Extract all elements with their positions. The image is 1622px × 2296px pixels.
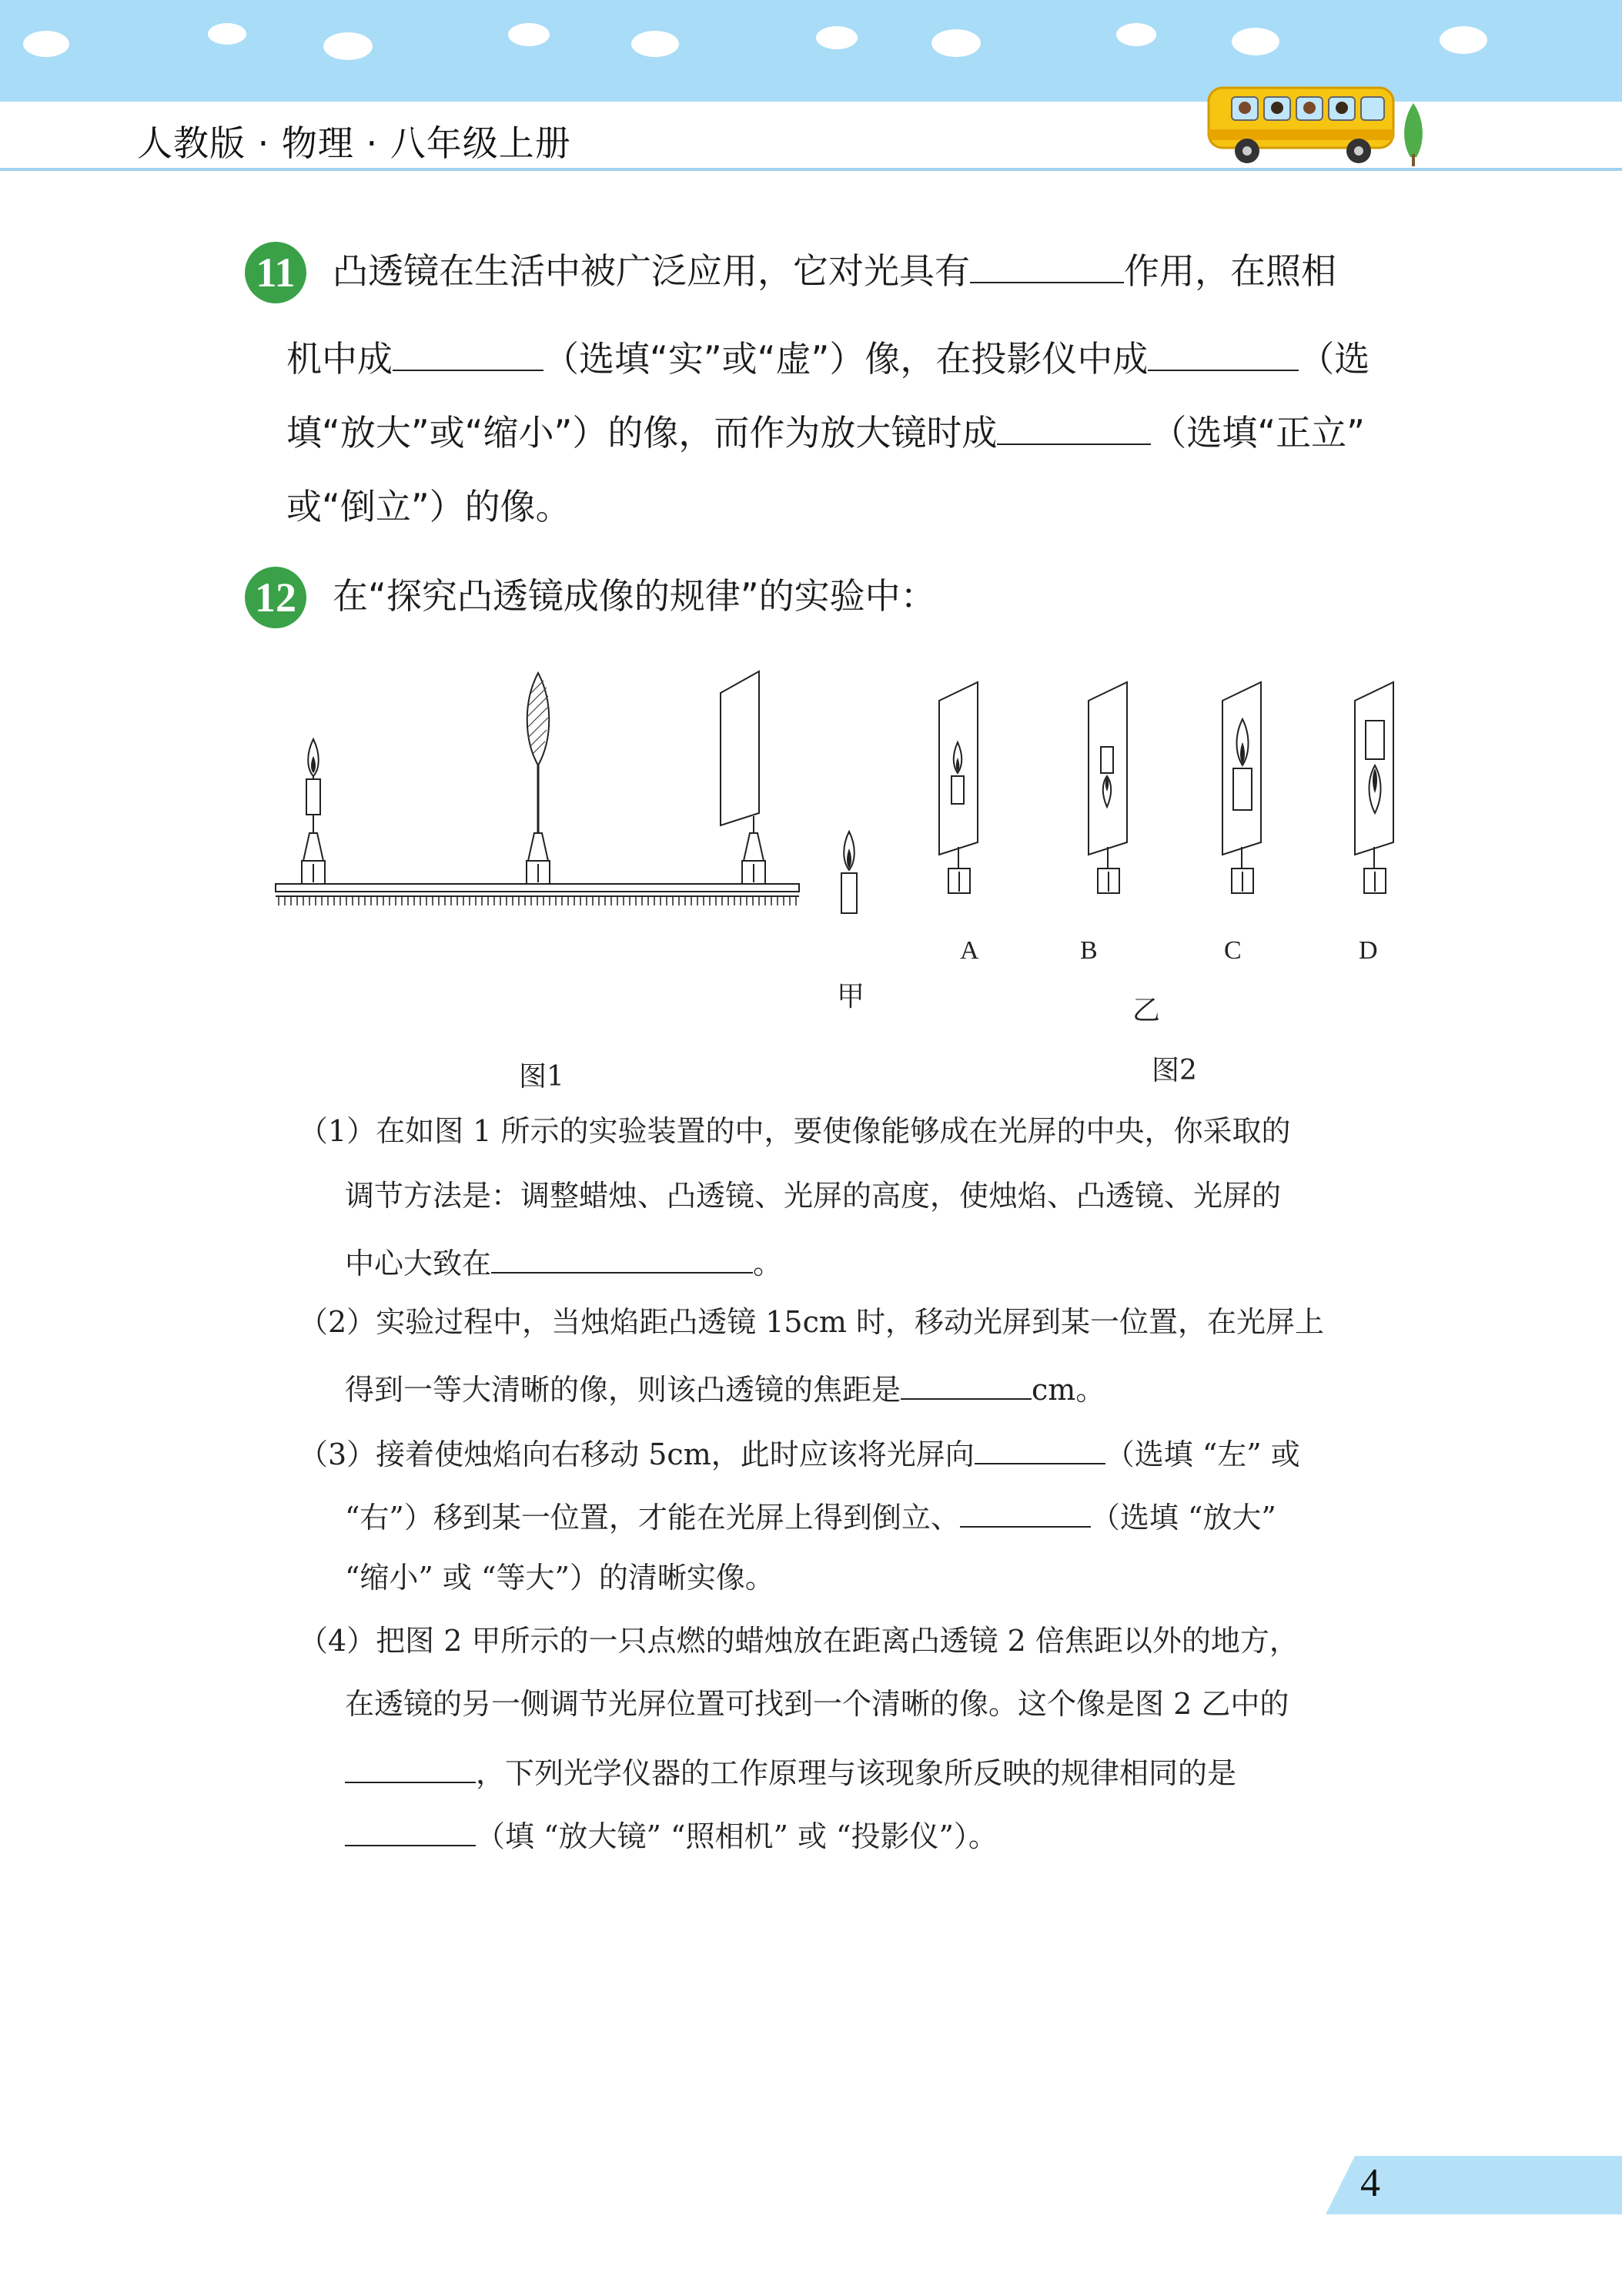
- answer-blank[interactable]: [345, 1812, 476, 1846]
- sub-question-text: （选填 “放大”: [1090, 1501, 1276, 1535]
- option-a-screen: [939, 682, 978, 893]
- sub-question-text: （选填 “左” 或: [1105, 1438, 1300, 1471]
- answer-blank[interactable]: [393, 337, 543, 371]
- sub-question-4-line-1: （4）把图 2 甲所示的一只点燃的蜡烛放在距离凸透镜 2 倍焦距以外的地方，: [299, 1624, 1299, 1658]
- q11-text: （选填“正立”: [1151, 412, 1365, 454]
- q11-text: （选: [1299, 338, 1370, 380]
- q11-line-2: [286, 336, 1370, 382]
- sub-question-text: “右”）移到某一位置，才能在光屏上得到倒立、: [345, 1501, 960, 1535]
- sub-question-text: （填 “放大镜” “照相机” 或 “投影仪”）。: [476, 1819, 998, 1853]
- option-label-d: D: [1359, 936, 1378, 965]
- sub-question-text: cm。: [1032, 1373, 1105, 1407]
- sub-question-3-line-3: “缩小” 或 “等大”）的清晰实像。: [345, 1561, 774, 1595]
- option-label-c: C: [1224, 936, 1242, 965]
- sub-question-4-line-3: [345, 1749, 1236, 1792]
- question-number-badge: 11: [245, 242, 306, 303]
- option-label-b: B: [1080, 936, 1098, 965]
- q11-text: 机中成: [286, 338, 393, 380]
- figure-2-label-jia: 甲: [837, 981, 865, 1012]
- option-d-screen: [1355, 682, 1393, 893]
- q11-text: （选填“实”或“虚”）像，在投影仪中成: [543, 338, 1149, 380]
- answer-blank[interactable]: [997, 411, 1151, 445]
- q11-line-1: [333, 248, 1336, 294]
- q11-text: 凸透镜在生活中被广泛应用，它对光具有: [333, 250, 970, 292]
- cloud-icon: [323, 32, 373, 60]
- sub-question-2-line-1: （2）实验过程中，当烛焰距凸透镜 15cm 时，移动光屏到某一位置，在光屏上: [299, 1305, 1325, 1339]
- sub-question-1-line-2: 调节方法是：调整蜡烛、凸透镜、光屏的高度，使烛焰、凸透镜、光屏的: [345, 1179, 1282, 1213]
- answer-blank[interactable]: [901, 1366, 1032, 1400]
- header-title: 人教版 · 物理 · 八年级上册: [137, 122, 571, 164]
- cloud-icon: [1440, 26, 1487, 54]
- cloud-icon: [1116, 23, 1156, 46]
- q11-text: 填“放大”或“缩小”）的像，而作为放大镜时成: [286, 412, 998, 454]
- option-b-screen: [1089, 682, 1127, 893]
- answer-blank[interactable]: [345, 1749, 476, 1783]
- question-number-badge: 12: [245, 567, 306, 628]
- answer-blank[interactable]: [970, 249, 1124, 283]
- option-label-a: A: [960, 936, 979, 965]
- cloud-icon: [816, 26, 858, 49]
- q11-text: 作用，在照相: [1124, 250, 1336, 292]
- sub-question-4-line-2: 在透镜的另一侧调节光屏位置可找到一个清晰的像。这个像是图 2 乙中的: [345, 1687, 1289, 1721]
- answer-blank[interactable]: [975, 1431, 1105, 1464]
- sub-question-1-line-1: （1）在如图 1 所示的实验装置的中，要使像能够成在光屏的中央，你采取的: [299, 1114, 1291, 1148]
- sub-question-text: ，下列光学仪器的工作原理与该现象所反映的规律相同的是: [476, 1756, 1237, 1790]
- answer-blank[interactable]: [960, 1494, 1091, 1528]
- cloud-icon: [208, 23, 246, 45]
- sub-question-text: 。: [753, 1247, 783, 1280]
- figure-1-caption: 图1: [519, 1061, 564, 1093]
- sub-question-4-line-4: [345, 1812, 998, 1856]
- cloud-icon: [1232, 28, 1279, 55]
- sub-question-3-line-2: [345, 1494, 1276, 1537]
- q11-line-3: [286, 410, 1365, 456]
- figure-2-label-yi: 乙: [1132, 995, 1161, 1026]
- q11-line-4: 或“倒立”）的像。: [286, 486, 571, 527]
- school-bus-icon: [1201, 80, 1432, 172]
- sub-question-text: 中心大致在: [345, 1247, 492, 1280]
- sub-question-text: （3）接着使烛焰向右移动 5cm，此时应该将光屏向: [299, 1438, 975, 1471]
- cloud-icon: [508, 23, 550, 46]
- cloud-icon: [23, 31, 69, 57]
- figure-2-caption: 图2: [1152, 1055, 1197, 1086]
- answer-blank[interactable]: [491, 1240, 753, 1274]
- cloud-icon: [931, 29, 981, 57]
- sub-question-3-line-1: [299, 1431, 1300, 1474]
- figure-1-optical-bench: [269, 662, 808, 924]
- answer-blank[interactable]: [1148, 337, 1299, 371]
- sub-question-1-line-3: [345, 1240, 782, 1283]
- q12-intro: 在“探究凸透镜成像的规律”的实验中：: [333, 575, 936, 617]
- figure-2-candle-and-images: [831, 678, 1416, 932]
- sub-question-2-line-2: [345, 1366, 1105, 1409]
- sub-question-text: 得到一等大清晰的像，则该凸透镜的焦距是: [345, 1373, 901, 1407]
- option-c-screen: [1222, 682, 1261, 893]
- cloud-icon: [631, 31, 679, 57]
- page-number: 4: [1360, 2161, 1380, 2205]
